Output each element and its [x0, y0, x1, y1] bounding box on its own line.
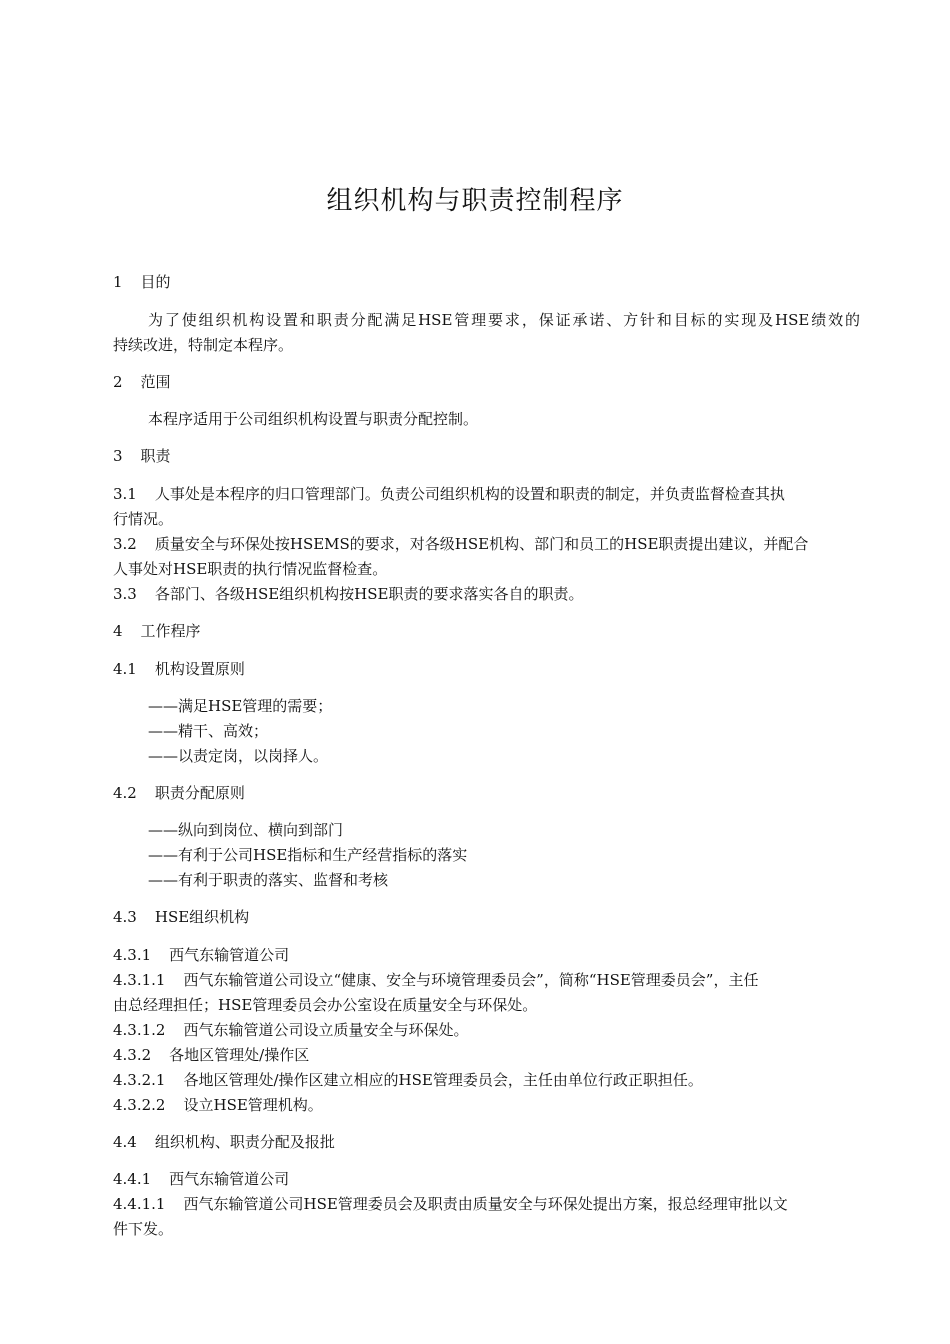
item-number: 4.1 [113, 660, 137, 678]
section-title: 范围 [140, 373, 171, 391]
section-2-heading [113, 370, 863, 395]
item-text: 设立HSE管理机构。 [183, 1096, 323, 1114]
paragraph-line: 由总经理担任；HSE管理委员会办公室设在质量安全与环保处。 [113, 996, 538, 1014]
item-text: 人事处是本程序的归口管理部门。负责公司组织机构的设置和职责的制定，并负责监督检查其执 [154, 485, 785, 503]
subsection-4-3 [113, 905, 863, 930]
paragraph-line: 件下发。 [113, 1220, 174, 1238]
item-number: 3.1 [113, 485, 137, 503]
item-number: 3.2 [113, 535, 137, 553]
item-number: 4.3.2 [113, 1046, 152, 1064]
section-3-heading [113, 444, 863, 469]
paragraph-line: 人事处对HSE职责的执行情况监督检查。 [113, 560, 388, 578]
list-item: ——满足HSE管理的需要； [148, 697, 333, 715]
subsection-4-2 [113, 781, 863, 806]
paragraph-line: 持续改进，特制定本程序。 [113, 336, 294, 354]
section-number: 3 [113, 447, 123, 465]
list-item: ——有利于职责的落实、监督和考核 [148, 871, 389, 889]
section-title: 职责 [140, 447, 171, 465]
subsection-4-4 [113, 1130, 863, 1155]
item-text: 西气东输管道公司HSE管理委员会及职责由质量安全与环保处提出方案，报总经理审批以文 [183, 1195, 788, 1213]
section-title: 工作程序 [140, 622, 201, 640]
list-item: ——精干、高效； [148, 722, 269, 740]
item-text: 质量安全与环保处按HSEMS的要求，对各级HSE机构、部门和员工的HSE职责提出建议，并配合 [154, 535, 809, 553]
item-number: 4.3.2.2 [113, 1096, 166, 1114]
item-number: 4.3.1 [113, 946, 152, 964]
item-3-1 [113, 482, 863, 507]
paragraph-line: 本程序适用于公司组织机构设置与职责分配控制。 [148, 410, 479, 428]
item-number: 4.4 [113, 1133, 137, 1151]
item-text: 各地区管理处/操作区 [169, 1046, 310, 1064]
subsection-4-4-1 [113, 1167, 863, 1192]
item-text: 职责分配原则 [154, 784, 245, 802]
item-3-3 [113, 582, 863, 607]
list-item: ——有利于公司HSE指标和生产经营指标的落实 [148, 846, 468, 864]
item-number: 4.3.1.1 [113, 971, 166, 989]
item-number: 4.4.1.1 [113, 1195, 166, 1213]
item-text: 组织机构、职责分配及报批 [154, 1133, 335, 1151]
section-4-heading [113, 619, 863, 644]
subsection-4-3-2-1 [113, 1068, 863, 1093]
item-number: 4.2 [113, 784, 137, 802]
section-number: 4 [113, 622, 123, 640]
subsection-4-3-1 [113, 943, 863, 968]
subsection-4-3-2-2 [113, 1093, 863, 1118]
item-text: 西气东输管道公司 [169, 1170, 290, 1188]
section-number: 1 [113, 273, 123, 291]
subsection-4-1 [113, 657, 863, 682]
item-number: 3.3 [113, 585, 137, 603]
item-text: 西气东输管道公司 [169, 946, 290, 964]
subsection-4-3-1-2 [113, 1018, 863, 1043]
item-text: 西气东输管道公司设立“健康、安全与环境管理委员会”，简称“HSE管理委员会”，主任 [183, 971, 759, 989]
document-title: 组织机构与职责控制程序 [326, 186, 624, 216]
item-text: 西气东输管道公司设立质量安全与环保处。 [183, 1021, 469, 1039]
item-number: 4.3.2.1 [113, 1071, 166, 1089]
list-item: ——纵向到岗位、横向到部门 [148, 821, 344, 839]
paragraph-line: 行情况。 [113, 510, 174, 528]
subsection-4-3-1-1 [113, 968, 863, 993]
item-3-2 [113, 532, 863, 557]
paragraph-line: 为了使组织机构设置和职责分配满足HSE管理要求，保证承诺、方针和目标的实现及HSE绩效的 [148, 311, 860, 329]
item-number: 4.4.1 [113, 1170, 152, 1188]
item-number: 4.3 [113, 908, 137, 926]
item-text: HSE组织机构 [154, 908, 250, 926]
item-text: 各地区管理处/操作区建立相应的HSE管理委员会，主任由单位行政正职担任。 [183, 1071, 703, 1089]
subsection-4-4-1-1 [113, 1192, 863, 1217]
item-text: 机构设置原则 [154, 660, 245, 678]
item-text: 各部门、各级HSE组织机构按HSE职责的要求落实各自的职责。 [154, 585, 584, 603]
subsection-4-3-2 [113, 1043, 863, 1068]
item-number: 4.3.1.2 [113, 1021, 166, 1039]
section-title: 目的 [140, 273, 171, 291]
section-number: 2 [113, 373, 123, 391]
section-1-heading [113, 270, 863, 295]
list-item: ——以责定岗，以岗择人。 [148, 747, 329, 765]
